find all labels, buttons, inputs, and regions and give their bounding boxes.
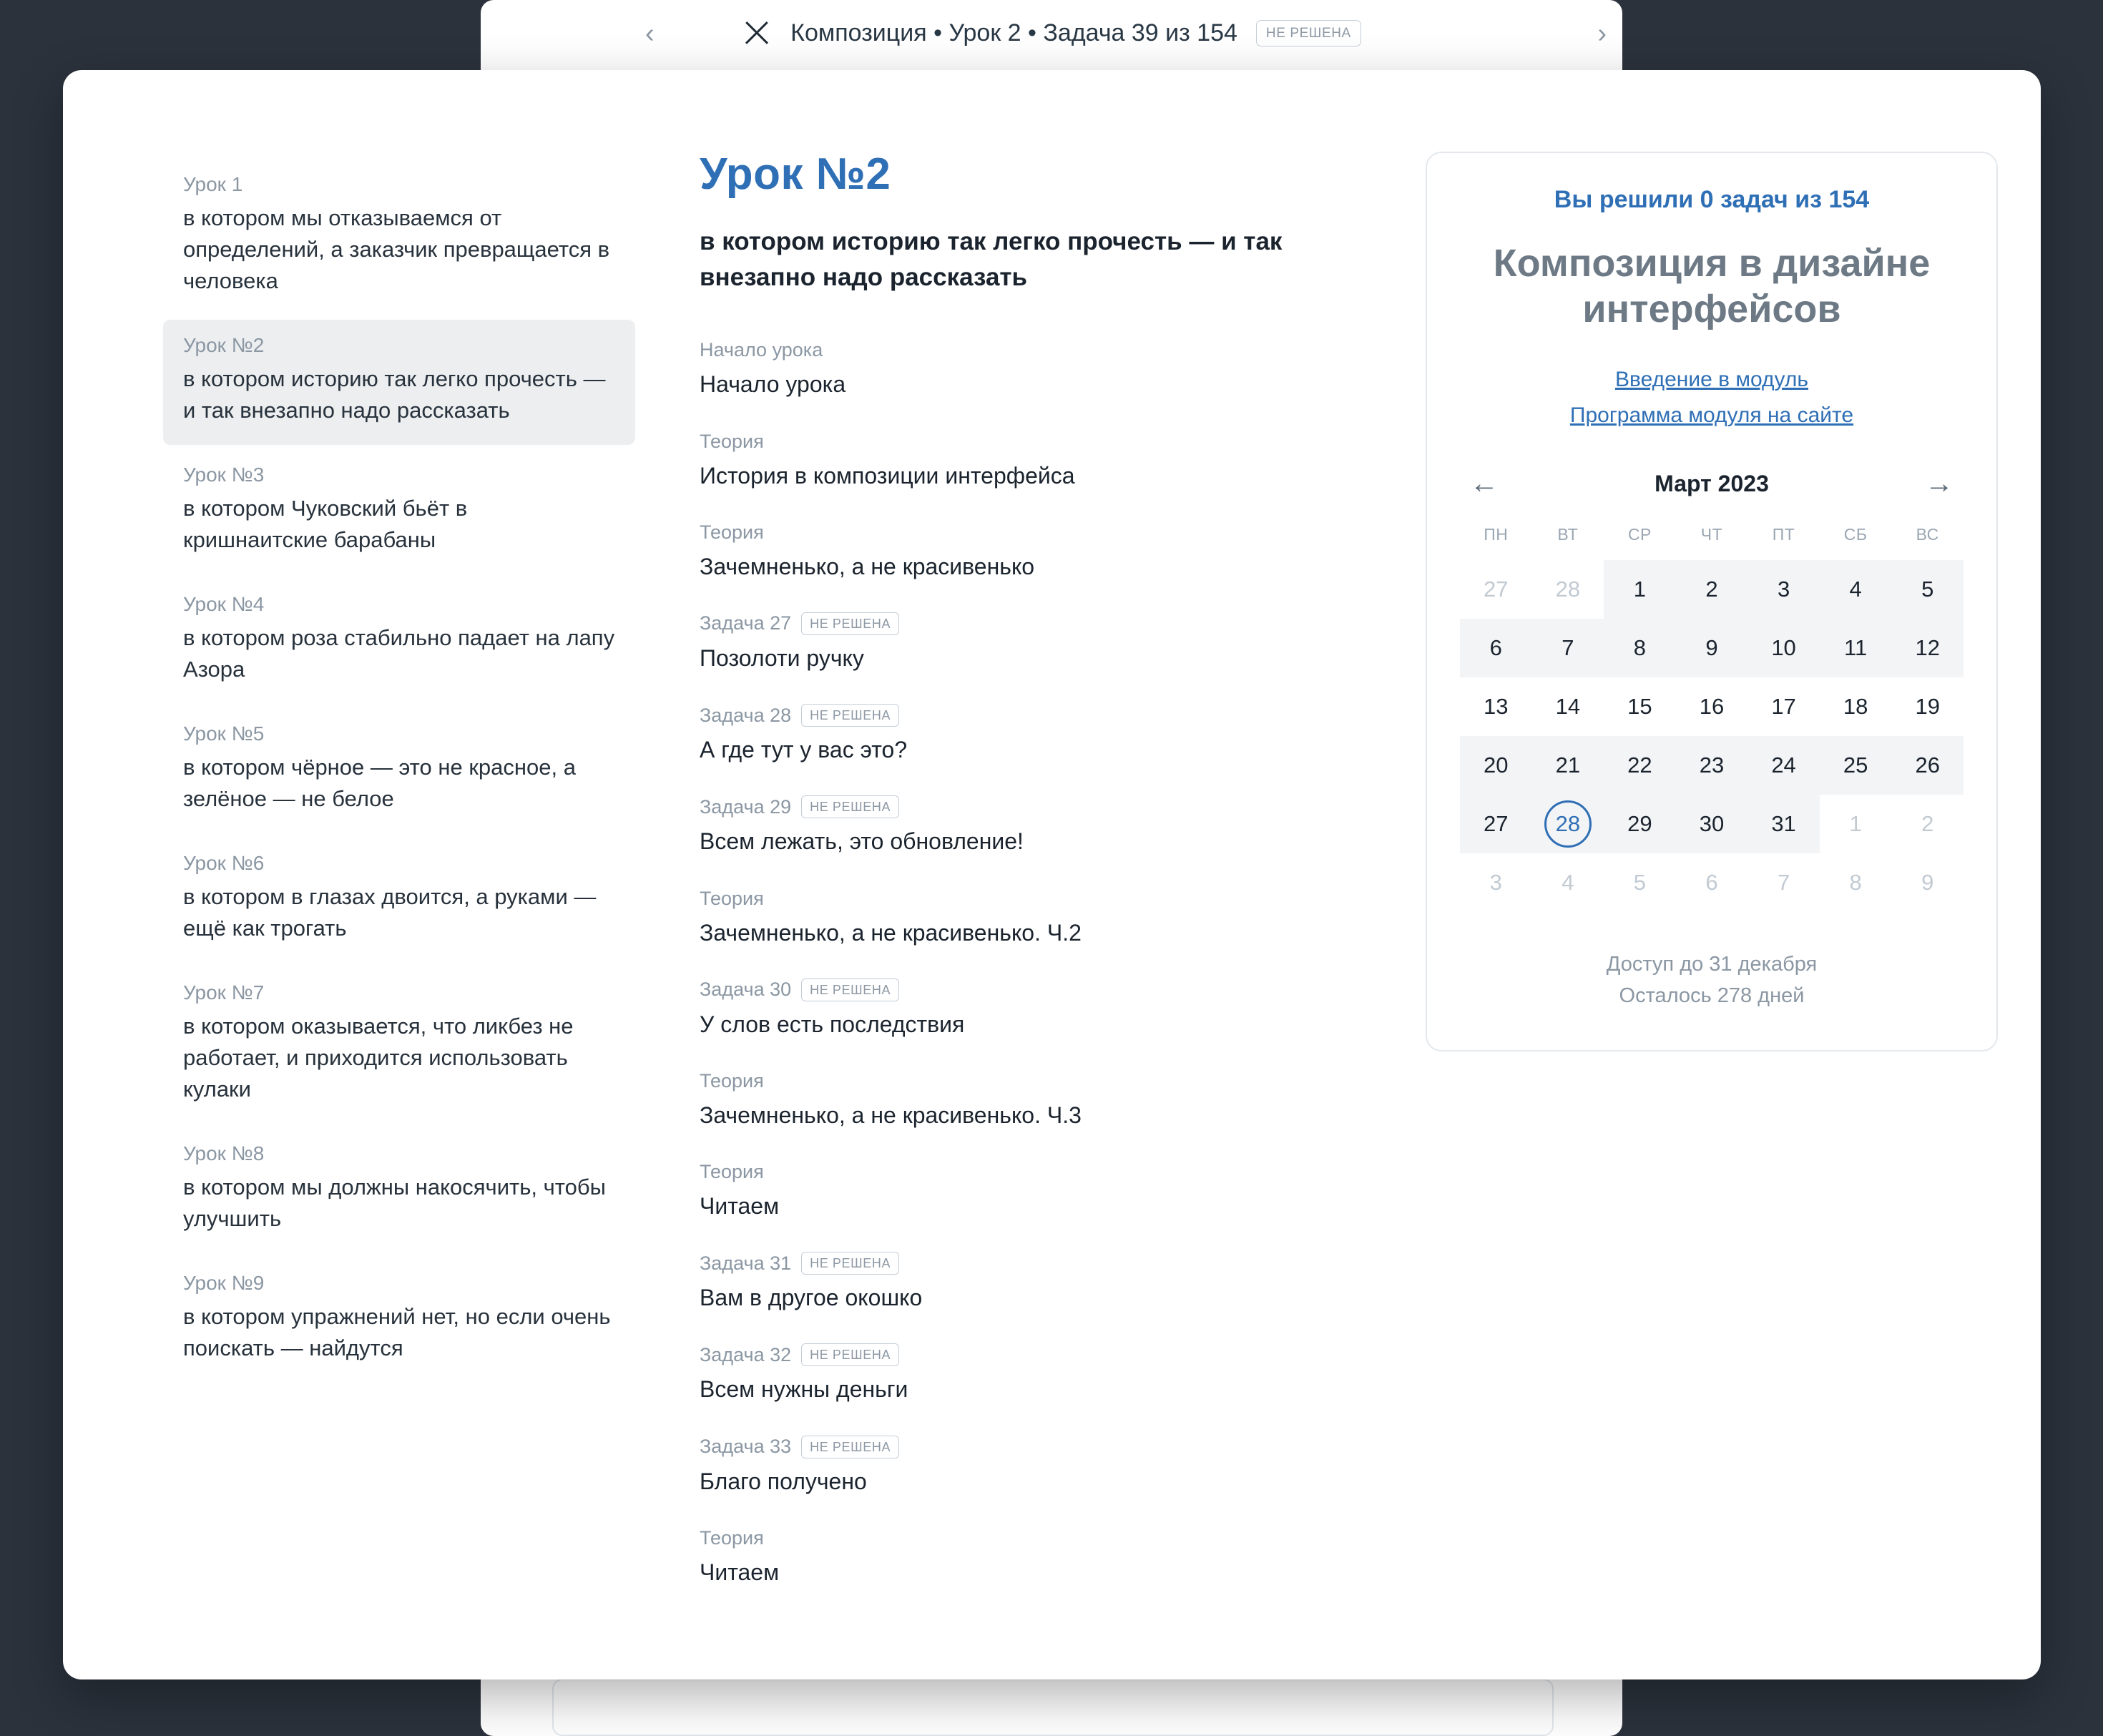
- calendar-grid: [1460, 525, 1964, 912]
- content-item-label: Задача 29: [700, 795, 792, 818]
- calendar-day[interactable]: 12: [1891, 619, 1964, 677]
- lesson-number: Урок 1: [183, 173, 243, 195]
- calendar-day[interactable]: 8: [1849, 870, 1862, 896]
- calendar-day[interactable]: 6: [1705, 870, 1718, 896]
- content-item-title: Зачемненько, а не красивенько. Ч.2: [700, 919, 1082, 946]
- content-item-title: Начало урока: [700, 371, 846, 398]
- content-item[interactable]: [700, 888, 1368, 948]
- course-card: [1426, 152, 1998, 1051]
- lesson-number: Урок №9: [183, 1272, 265, 1295]
- content-item-label: Начало урока: [700, 339, 823, 361]
- lesson-content: [635, 149, 1426, 1679]
- calendar-day[interactable]: 16: [1699, 694, 1725, 720]
- calendar-day[interactable]: 25: [1820, 736, 1892, 795]
- content-item-label-row: [700, 1161, 1368, 1183]
- calendar-day[interactable]: 7: [1532, 619, 1604, 677]
- content-item[interactable]: [700, 795, 1368, 857]
- content-item-title: Читаем: [700, 1193, 780, 1220]
- lesson-description: в котором роза стабильно падает на лапу Азора: [183, 625, 615, 682]
- chevron-left-icon[interactable]: ‹: [645, 19, 655, 49]
- calendar-day[interactable]: 21: [1532, 736, 1604, 795]
- content-item[interactable]: [700, 339, 1368, 400]
- calendar-day[interactable]: 15: [1627, 694, 1652, 720]
- calendar-day[interactable]: 27: [1460, 795, 1532, 853]
- lesson-description: в котором оказывается, что ликбез не работает, и приходится использовать кулаки: [183, 1014, 574, 1102]
- calendar-day[interactable]: 4: [1820, 560, 1892, 619]
- content-item-title: А где тут у вас это?: [700, 737, 908, 763]
- lesson-description: в котором мы должны накосячить, чтобы улучшить: [183, 1175, 606, 1232]
- intro-link[interactable]: Введение в модуль: [1614, 368, 1809, 392]
- status-badge: НЕ РЕШЕНА: [1256, 20, 1361, 46]
- calendar-month: Март 2023: [1655, 470, 1769, 496]
- calendar-day[interactable]: 3: [1747, 560, 1820, 619]
- calendar-day[interactable]: 9: [1921, 870, 1934, 896]
- content-item-label-row: [700, 1070, 1368, 1092]
- content-item-label-row: [700, 888, 1368, 910]
- content-item-label: Теория: [700, 521, 764, 543]
- calendar-day[interactable]: 29: [1604, 795, 1676, 853]
- content-item-label-row: [700, 979, 1368, 1001]
- content-item-title: Благо получено: [700, 1468, 867, 1494]
- content-item-label: Теория: [700, 1526, 764, 1549]
- content-item-title: У слов есть последствия: [700, 1011, 965, 1037]
- calendar-day[interactable]: 22: [1604, 736, 1676, 795]
- content-item[interactable]: [700, 1161, 1368, 1222]
- lesson-number: Урок №5: [183, 722, 265, 745]
- content-item-label: Задача 31: [700, 1252, 792, 1274]
- solved-counter: Вы решили 0 задач из 154: [1554, 186, 1870, 213]
- calendar-day[interactable]: 20: [1460, 736, 1532, 795]
- content-item[interactable]: [700, 1252, 1368, 1313]
- calendar-weekday: ПН: [1484, 525, 1509, 544]
- calendar-day[interactable]: 23: [1676, 736, 1748, 795]
- calendar-day[interactable]: 30: [1676, 795, 1748, 853]
- calendar-day[interactable]: 28: [1555, 577, 1581, 602]
- lesson-description: в котором Чуковский бьёт в кришнаитские барабаны: [183, 496, 468, 553]
- lesson-list-item[interactable]: [163, 449, 635, 574]
- lesson-number: Урок №2: [183, 334, 265, 357]
- content-item-title: Зачемненько, а не красивенько. Ч.3: [700, 1102, 1082, 1128]
- content-item-title: Читаем: [700, 1559, 780, 1585]
- calendar-day[interactable]: 5: [1891, 560, 1964, 619]
- lesson-description: в котором мы отказываемся от определений, а заказчик превращается в человека: [183, 205, 610, 294]
- lesson-number: Урок №6: [183, 852, 265, 875]
- lesson-number: Урок №7: [183, 981, 265, 1004]
- status-badge: НЕ РЕШЕНА: [801, 1436, 899, 1458]
- content-item-title: Всем лежать, это обновление!: [700, 828, 1024, 855]
- content-item[interactable]: [700, 431, 1368, 491]
- close-icon[interactable]: [742, 18, 772, 48]
- lesson-list-item[interactable]: [163, 320, 635, 445]
- calendar-day[interactable]: 7: [1777, 870, 1790, 896]
- page-subtitle: в котором историю так легко прочесть — и так внезапно надо рассказать: [700, 227, 1283, 291]
- background-topbar: [481, 0, 1622, 66]
- status-badge: НЕ РЕШЕНА: [801, 704, 899, 727]
- calendar-day[interactable]: 4: [1562, 870, 1574, 896]
- calendar-day[interactable]: 13: [1484, 694, 1509, 720]
- content-item-title: Позолоти ручку: [700, 644, 864, 671]
- lesson-list-item[interactable]: [163, 838, 635, 963]
- arrow-left-icon[interactable]: ←: [1470, 468, 1499, 500]
- content-item[interactable]: [700, 979, 1368, 1040]
- calendar-weekday: СБ: [1843, 525, 1868, 544]
- calendar-day[interactable]: 26: [1891, 736, 1964, 795]
- lesson-modal: [63, 70, 2041, 1679]
- content-item-label: Теория: [700, 1069, 764, 1092]
- calendar-day[interactable]: 6: [1460, 619, 1532, 677]
- content-item-label-row: [700, 704, 1368, 727]
- page-title: Урок №2: [700, 149, 891, 199]
- content-item[interactable]: [700, 1527, 1368, 1588]
- chevron-right-icon[interactable]: ›: [1597, 19, 1607, 49]
- content-item-label-row: [700, 1527, 1368, 1549]
- content-item-label-row: [700, 431, 1368, 453]
- calendar-day[interactable]: 19: [1915, 694, 1940, 720]
- calendar-day[interactable]: 14: [1555, 694, 1581, 720]
- content-item-label: Задача 30: [700, 979, 792, 1001]
- content-item-title: Зачемненько, а не красивенько: [700, 553, 1035, 579]
- lesson-description: в котором историю так легко прочесть — и так внезапно надо рассказать: [183, 366, 606, 423]
- program-link[interactable]: Программа модуля на сайте: [1569, 403, 1854, 428]
- calendar-day[interactable]: 8: [1604, 619, 1676, 677]
- content-item-label: Задача 33: [700, 1436, 792, 1458]
- content-item[interactable]: [700, 1343, 1368, 1405]
- status-badge: НЕ РЕШЕНА: [801, 1252, 899, 1275]
- status-badge: НЕ РЕШЕНА: [801, 795, 899, 818]
- lesson-list-item[interactable]: [163, 1257, 635, 1383]
- breadcrumb: Композиция • Урок 2 • Задача 39 из 154: [790, 19, 1237, 46]
- calendar-weekday: СР: [1627, 525, 1652, 544]
- content-item[interactable]: [700, 704, 1368, 765]
- calendar: [1460, 469, 1964, 1011]
- content-item[interactable]: [700, 1436, 1368, 1497]
- content-item-label: Теория: [700, 887, 764, 909]
- calendar-weekday: ВС: [1916, 525, 1939, 544]
- content-item-label-row: [700, 1343, 1368, 1366]
- content-item[interactable]: [700, 521, 1368, 582]
- content-item-label: Теория: [700, 430, 764, 452]
- calendar-day[interactable]: 5: [1633, 870, 1647, 896]
- calendar-day[interactable]: 11: [1820, 619, 1892, 677]
- content-item-label-row: [700, 521, 1368, 544]
- calendar-day[interactable]: 9: [1676, 619, 1748, 677]
- calendar-weekday: ВТ: [1557, 525, 1579, 544]
- course-sidebar: [1426, 149, 1998, 1679]
- background-input-box[interactable]: [552, 1679, 1554, 1736]
- content-item-label-row: [700, 1436, 1368, 1458]
- lesson-description: в котором чёрное — это не красное, а зелёное — не белое: [183, 755, 576, 812]
- lesson-list: [163, 149, 635, 1679]
- calendar-day[interactable]: 1: [1849, 811, 1862, 837]
- status-badge: НЕ РЕШЕНА: [801, 612, 899, 635]
- content-item-title: История в композиции интерфейса: [700, 462, 1075, 489]
- calendar-day[interactable]: 17: [1771, 694, 1796, 720]
- lesson-number: Урок №4: [183, 593, 265, 616]
- status-badge: НЕ РЕШЕНА: [801, 1343, 899, 1366]
- lesson-list-item[interactable]: [163, 579, 635, 704]
- arrow-right-icon[interactable]: →: [1925, 468, 1954, 500]
- content-item-label-row: [700, 339, 1368, 361]
- lesson-description: в котором в глазах двоится, а руками — ещё как трогать: [183, 884, 597, 941]
- days-left: Осталось 278 дней: [1619, 984, 1805, 1007]
- content-item[interactable]: [700, 612, 1368, 674]
- content-item[interactable]: [700, 1070, 1368, 1131]
- content-item-label-row: [700, 1252, 1368, 1275]
- content-item-label: Задача 28: [700, 704, 792, 726]
- access-until: Доступ до 31 декабря: [1606, 953, 1818, 976]
- lesson-description: в котором упражнений нет, но если очень поискать — найдутся: [183, 1304, 611, 1361]
- content-item-label-row: [700, 795, 1368, 818]
- calendar-day[interactable]: 2: [1921, 811, 1934, 837]
- lesson-list-item[interactable]: [163, 1128, 635, 1253]
- content-item-label-row: [700, 612, 1368, 635]
- calendar-day[interactable]: 24: [1747, 736, 1820, 795]
- calendar-weekday: ЧТ: [1700, 525, 1723, 544]
- calendar-day-label: 28: [1544, 800, 1592, 848]
- content-item-list: [700, 339, 1368, 1588]
- calendar-weekday: ПТ: [1772, 525, 1795, 544]
- lesson-list-item[interactable]: [163, 708, 635, 833]
- content-item-label: Задача 27: [700, 612, 792, 634]
- content-item-label: Теория: [700, 1161, 764, 1183]
- calendar-day[interactable]: 1: [1604, 560, 1676, 619]
- content-item-title: Всем нужны деньги: [700, 1376, 908, 1403]
- calendar-day-today[interactable]: [1532, 795, 1604, 853]
- content-item-label: Задача 32: [700, 1343, 792, 1365]
- calendar-day[interactable]: 2: [1676, 560, 1748, 619]
- lesson-number: Урок №3: [183, 464, 265, 486]
- calendar-day[interactable]: 3: [1489, 870, 1502, 896]
- lesson-list-item[interactable]: [163, 159, 635, 315]
- calendar-day[interactable]: 31: [1747, 795, 1820, 853]
- calendar-day[interactable]: 10: [1747, 619, 1820, 677]
- lesson-number: Урок №8: [183, 1142, 265, 1165]
- calendar-day[interactable]: 18: [1843, 694, 1868, 720]
- lesson-list-item[interactable]: [163, 967, 635, 1124]
- status-badge: НЕ РЕШЕНА: [801, 979, 899, 1001]
- content-item-title: Вам в другое окошко: [700, 1285, 923, 1311]
- calendar-day[interactable]: 27: [1484, 577, 1509, 602]
- course-title: Композиция в дизайне интерфейсов: [1493, 242, 1931, 330]
